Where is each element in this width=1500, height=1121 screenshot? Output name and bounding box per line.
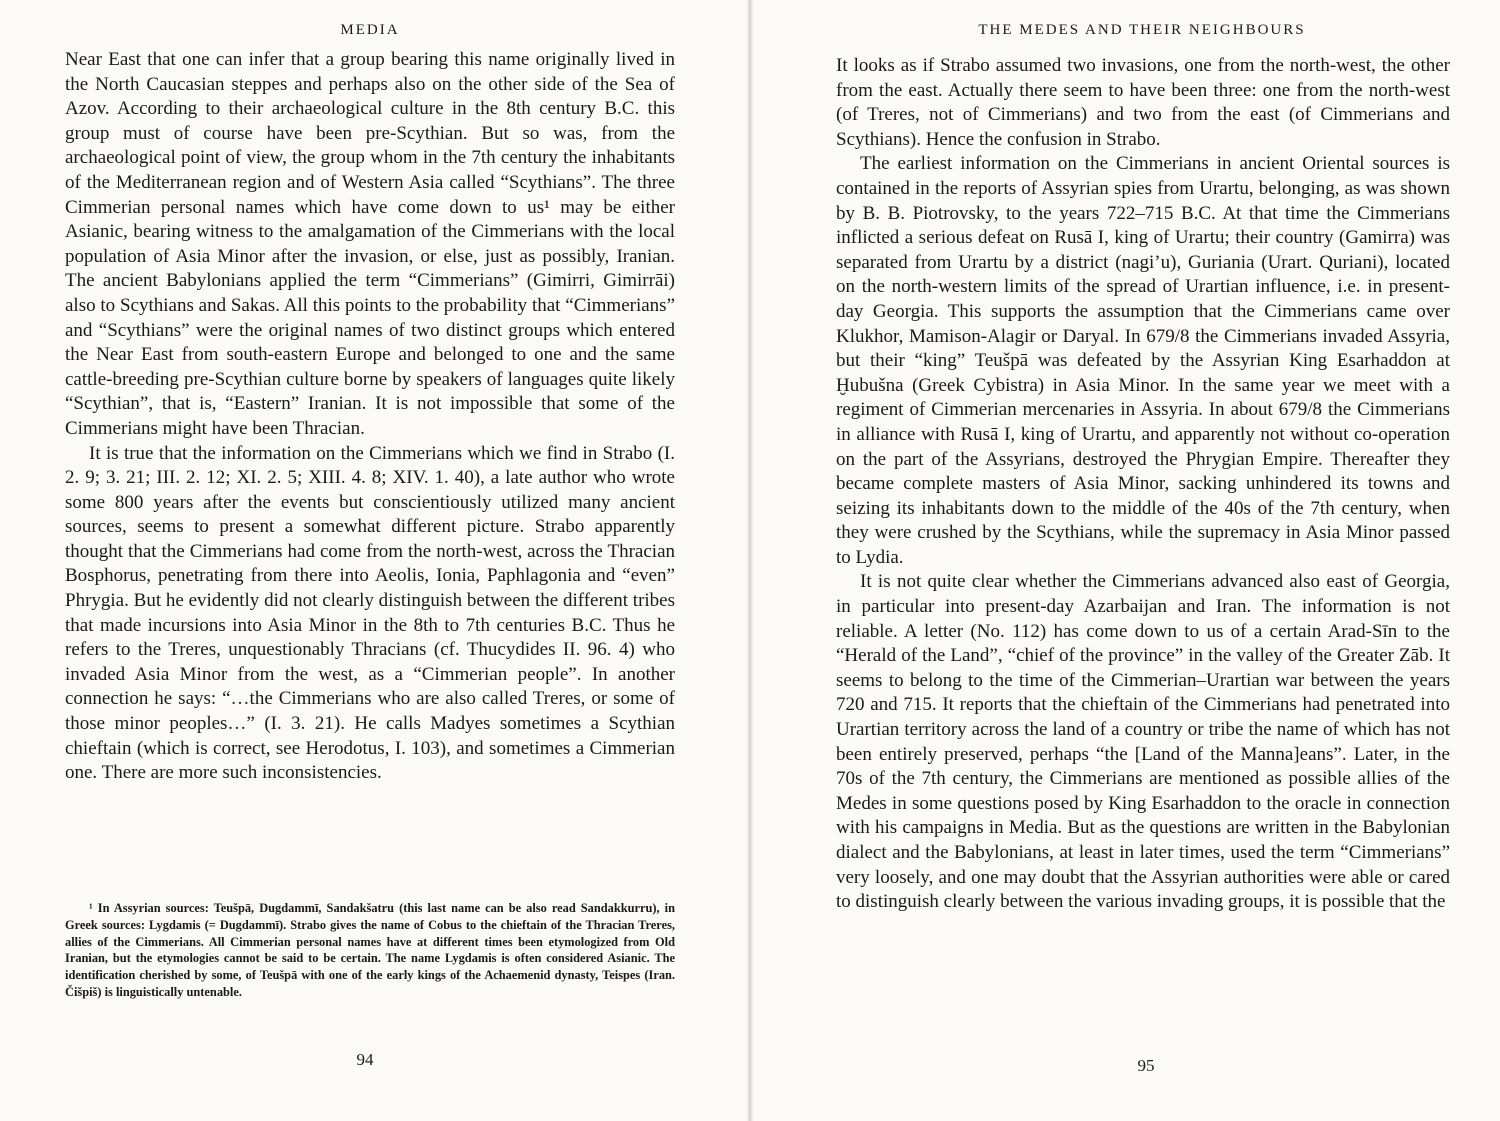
page-number: 94 <box>356 1050 374 1069</box>
right-page <box>752 0 1500 1121</box>
paragraph: It is not quite clear whether the Cimmerians advanced also east of Georgia, in particular into present-day Azarbaijan and Iran. The information is not reliable. A letter (No. 112) has come down to us of a certain Arad-Sīn to the “Herald of the Land”, “chief of the province” in the valley of the Greater Zāb. It seems to belong to the time of the Cimmerian–Urartian war between the years 720 and 715. It reports that the chieftain of the Cimmerians had penetrated into Urartian territory across the land of a country or tribe the name of which has not been entirely preserved, perhaps “the [Land of the Manna]eans”. Later, in the 70s of the 7th century, the Cimmerians are mentioned as possible allies of the Medes in some questions posed by King Esarhaddon to the oracle in connection with his campaigns in Media. But as the questions are written in the Babylonian dialect and the Babylonians, at least in later times, used the term “Cimmerians” very loosely, and one may doubt that the Assyrian authorities were able or cared to distinguish clearly between the various invading groups, it is possible that the <box>836 571 1450 913</box>
paragraph: Near East that one can infer that a group bearing this name originally lived in the North Caucasian steppes and perhaps also on the other side of the Sea of Azov. According to their archaeological culture in the 8th century B.C. this group must of course have been pre-Scythian. But so was, from the archaeological point of view, the group whom in the 7th century the inhabitants of the Mediterranean region and of Western Asia called “Scythians”. The three Cimmerian personal names which have come down to us¹ may be either Asianic, bearing witness to the amalgamation of the Cimmerians with the local population of Asia Minor after the invasion, or else, just as possibly, Iranian. The ancient Babylonians applied the term “Cimmerians” (Gimirri, Gimirrāi) also to Scythians and Sakas. All this points to the probability that “Cimmerians” and “Scythians” were the original names of two distinct groups which entered the Near East from south-eastern Europe and belonged to one and the same cattle-breeding pre-Scythian culture borne by speakers of languages quite likely “Scythian”, that is, “Eastern” Iranian. It is not impossible that some of the Cimmerians might have been Thracian. <box>65 49 675 439</box>
paragraph: The earliest information on the Cimmerians in ancient Oriental sources is contained in the reports of Assyrian spies from Urartu, belonging, as was shown by B. B. Piotrovsky, to the years 722–715 B.C. At that time the Cimmerians inflicted a serious defeat on Rusā I, king of Urartu; their country (Gamirra) was separated from Urartu by a district (nagi’u), Guriania (Urart. Quriani), located on the north-western limits of the spread of Urartian influence, i.e. in present-day Georgia. This supports the assumption that the Cimmerians came over Klukhor, Mamison-Alagir or Daryal. In 679/8 the Cimmerians invaded Assyria, but their “king” Teušpā was defeated by the Assyrian King Esarhaddon at Ḫubušna (Greek Cybistra) in Asia Minor. In the same year we meet with a regiment of Cimmerian mercenaries in Assyria. In about 679/8 the Cimmerians in alliance with Rusā I, king of Urartu, and apparently not without co-operation on the part of the Assyrians, destroyed the Phrygian Empire. Thereafter they became complete masters of Asia Minor, sacking unhindered its towns and seizing its inhabitants down to the middle of the 40s of the 7th century, when they were crushed by the Scythians, while the supremacy in Asia Minor passed to Lydia. <box>836 153 1450 568</box>
left-page <box>0 0 748 1121</box>
paragraph: It is true that the information on the Cimmerians which we find in Strabo (I. 2. 9; 3. 21; III. 2. 12; XI. 2. 5; XIII. 4. 8; XIV. 1. 40), a late author who wrote some 800 years after the events but conscientiously utilized many ancient sources, seems to present a somewhat different picture. Strabo apparently thought that the Cimmerians had come from the north-west, across the Thracian Bosphorus, penetrating from there into Aeolis, Ionia, Paphlagonia and “even” Phrygia. But he evidently did not clearly distinguish between the different tribes that made incursions into Asia Minor in the 8th to 7th centuries B.C. Thus he refers to the Treres, unquestionably Thracians (cf. Thucydides II. 96. 4) who invaded Asia Minor from the west, as a “Cimmerian people”. In another connection he says: “…the Cimmerians who are also called Treres, or some of those minor peoples…” (I. 3. 21). He calls Madyes sometimes a Scythian chieftain (which is correct, see Herodotus, I. 103), and sometimes a Cimmerian one. There are more such inconsistencies. <box>65 442 675 784</box>
body-text <box>65 48 675 786</box>
running-head: MEDIA <box>340 22 400 38</box>
footnote-text: ¹ In Assyrian sources: Teušpā, Dugdammī, Sandakšatru (this last name can be also read Sandakkurru), in Greek sources: Lygdamis (= Dugdammī). Strabo gives the name of Cobus to the chieftain of the Thracian Treres, allies of the Cimmerians. All Cimmerian personal names have at different times been etymologized from Old Iranian, but the etymologies cannot be said to be certain. The name Lygdamis is often considered Asianic. The identification cherished by some, of Teušpā with one of the early kings of the Achaemenid dynasty, Teispes (Iran. Čišpiš) is linguistically untenable. <box>65 901 675 999</box>
paragraph: It looks as if Strabo assumed two invasions, one from the north-west, the other from the east. Actually there seem to have been three: one from the north-west (of Treres, not of Cimmerians) and two from the east (of Cimmerians and Scythians). Hence the confusion in Strabo. <box>836 55 1450 150</box>
body-text <box>836 54 1450 915</box>
running-head: THE MEDES AND THEIR NEIGHBOURS <box>978 22 1306 38</box>
page-number: 95 <box>1137 1056 1155 1075</box>
footnote <box>65 900 675 1001</box>
